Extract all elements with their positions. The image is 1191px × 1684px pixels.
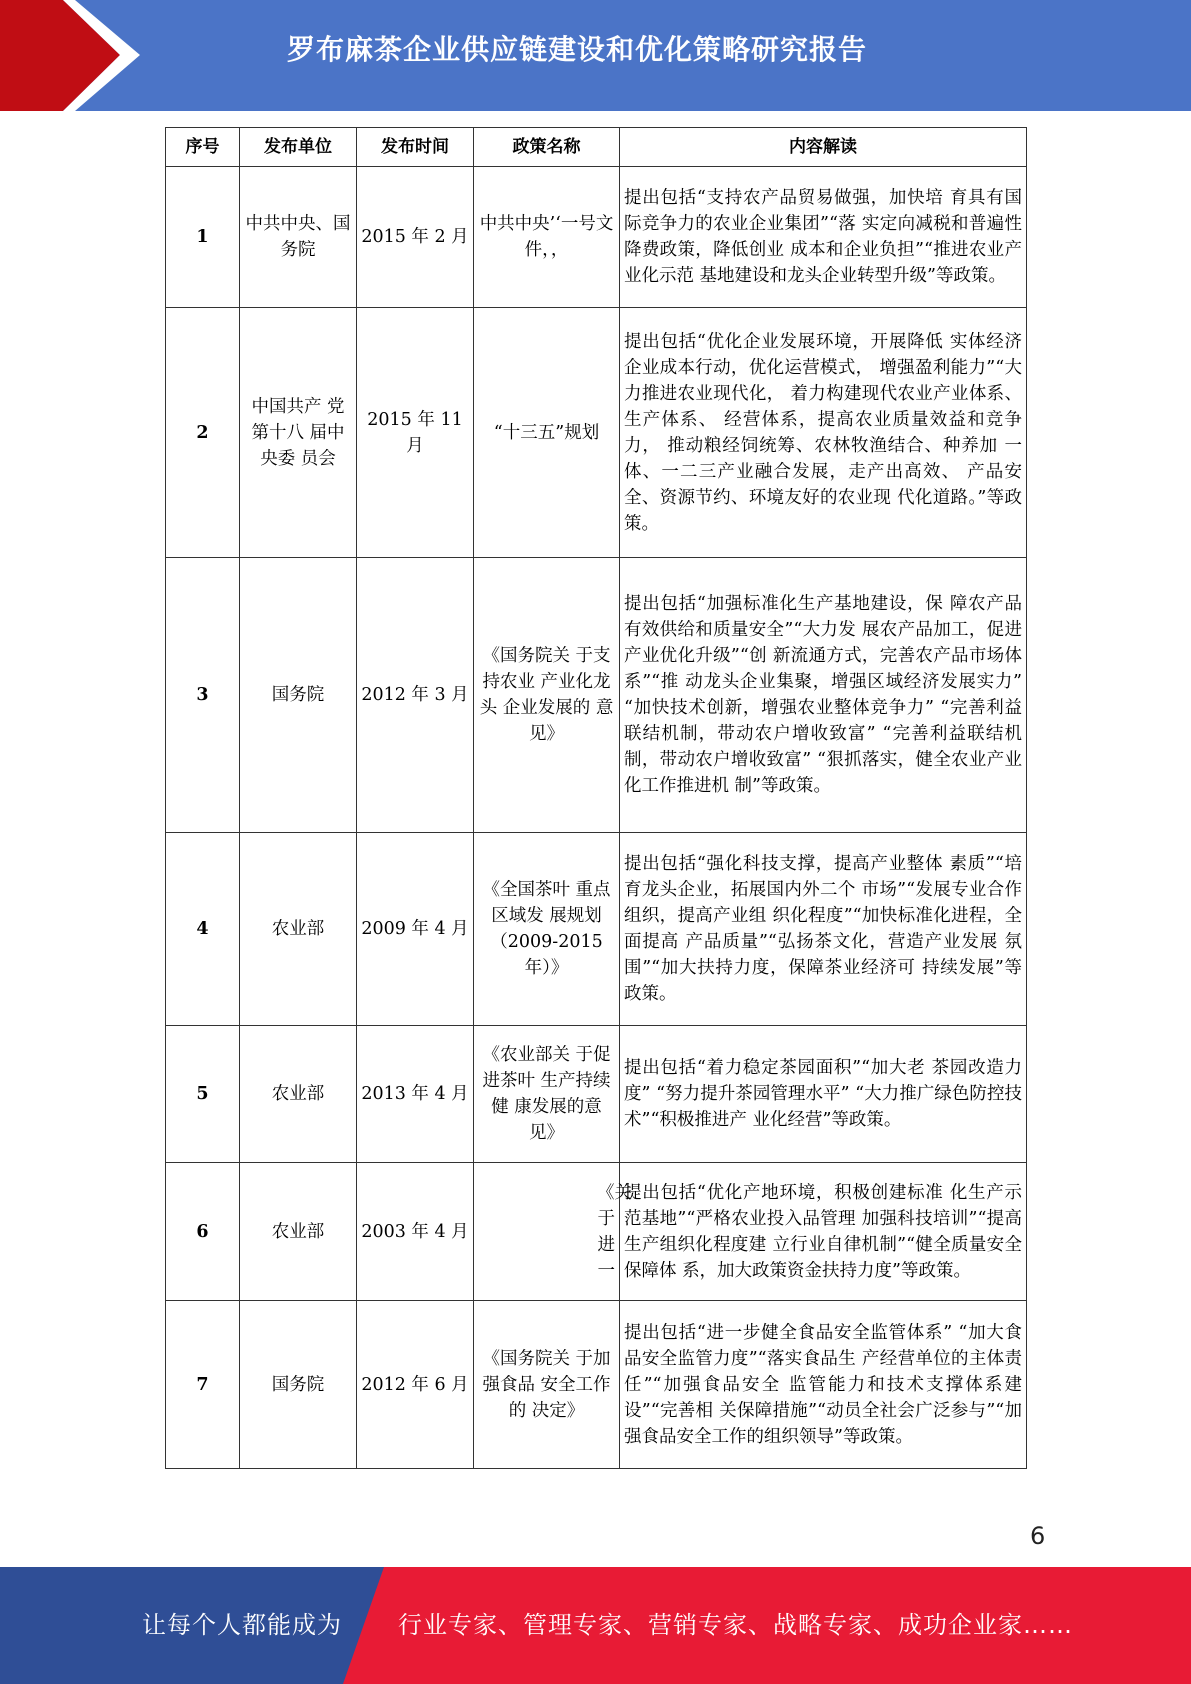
row-policy: 《全国茶叶 重点区域发 展规划（2009-2015年）》 <box>474 833 620 1026</box>
row-date: 2012 年 3 月 <box>357 558 474 833</box>
row-org: 农业部 <box>240 1026 357 1163</box>
row-org: 中国共产 党第十八 届中央委 员会 <box>240 308 357 558</box>
page-number: 6 <box>1030 1522 1046 1550</box>
row-org: 国务院 <box>240 558 357 833</box>
row-date: 2009 年 4 月 <box>357 833 474 1026</box>
column-header-number: 序号 <box>166 128 240 167</box>
row-org: 农业部 <box>240 833 357 1026</box>
table-row <box>166 1301 1027 1469</box>
table-row <box>166 833 1027 1026</box>
table-row <box>166 167 1027 308</box>
policy-table <box>165 127 1027 1469</box>
row-org: 中共中央、国务院 <box>240 167 357 308</box>
row-date: 2015 年 11 月 <box>357 308 474 558</box>
column-header-policy: 政策名称 <box>474 128 620 167</box>
table-row <box>166 1163 1027 1301</box>
row-policy: 《国务院关 于加强食品 安全工作的 决定》 <box>474 1301 620 1469</box>
row-policy-text: 《关于进一 <box>597 1182 632 1281</box>
row-policy: 中共中央’‘一号文件，， <box>474 167 620 308</box>
row-content: 提出包括“着力稳定茶园面积”“加大老 茶园改造力度” “努力提升茶园管理水平” “大力推广绿色防控技术”“积极推进产 业化经营”等政策。 <box>620 1026 1027 1163</box>
row-number: 6 <box>166 1163 240 1301</box>
column-header-date: 发布时间 <box>357 128 474 167</box>
row-number: 1 <box>166 167 240 308</box>
row-content: 提出包括“优化产地环境，积极创建标准 化生产示范基地”“严格农业投入品管理 加强科技培训”“提高生产组织化程度建 立行业自律机制”“健全质量安全保障体 系，加大政策资金扶持力度”等政策。 <box>620 1163 1027 1301</box>
page-header <box>0 0 1191 111</box>
row-number: 2 <box>166 308 240 558</box>
row-policy <box>474 1163 632 1301</box>
row-number: 7 <box>166 1301 240 1469</box>
row-policy: 《农业部关 于促进茶叶 生产持续健 康发展的意 见》 <box>474 1026 620 1163</box>
row-date: 2015 年 2 月 <box>357 167 474 308</box>
row-number: 5 <box>166 1026 240 1163</box>
row-policy: “十三五”规划 <box>474 308 620 558</box>
row-date: 2003 年 4 月 <box>357 1163 474 1301</box>
row-number: 4 <box>166 833 240 1026</box>
row-content: 提出包括“支持农产品贸易做强，加快培 育具有国际竞争力的农业企业集团”“落 实定向减税和普遍性降费政策，降低创业 成本和企业负担”“推进农业产业化示范 基地建设和龙头企业转型升级”等政策。 <box>620 167 1027 308</box>
row-date: 2013 年 4 月 <box>357 1026 474 1163</box>
row-content: 提出包括“进一步健全食品安全监管体系” “加大食品安全监管力度”“落实食品生 产经营单位的主体责任”“加强食品安全 监管能力和技术支撑体系建设”“完善相 关保障措施”“动员全社会广泛参与”“加 强食品安全工作的组织领导”等政策。 <box>620 1301 1027 1469</box>
table-row <box>166 308 1027 558</box>
row-content: 提出包括“优化企业发展环境，开展降低 实体经济企业成本行动，优化运营模式， 增强盈利能力”“大力推进农业现代化， 着力构建现代农业产业体系、生产体系、 经营体系，提高农业质量效益和竞争力， 推动粮经饲统筹、农林牧渔结合、种养加 一体、一二三产业融合发展，走产出高效、 产品安全、资源节约、环境友好的农业现 代化道路。”等政策。 <box>620 308 1027 558</box>
table-row <box>166 1026 1027 1163</box>
report-title: 罗布麻茶企业供应链建设和优化策略研究报告 <box>287 33 868 66</box>
footer-slogan-left: 让每个人都能成为 <box>142 1611 342 1639</box>
row-number: 3 <box>166 558 240 833</box>
footer-slogan-right: 行业专家、管理专家、营销专家、战略专家、成功企业家…… <box>398 1611 1073 1639</box>
row-policy: 《国务院关 于支持农业 产业化龙头 企业发展的 意见》 <box>474 558 620 833</box>
column-header-org: 发布单位 <box>240 128 357 167</box>
row-org: 农业部 <box>240 1163 357 1301</box>
row-org: 国务院 <box>240 1301 357 1469</box>
table-row <box>166 558 1027 833</box>
row-date: 2012 年 6 月 <box>357 1301 474 1469</box>
column-header-content: 内容解读 <box>620 128 1027 167</box>
row-content: 提出包括“强化科技支撑，提高产业整体 素质”“培育龙头企业，拓展国内外二个 市场”“发展专业合作组织，提高产业组 织化程度”“加快标准化进程，全面提高 产品质量”“弘扬茶文化，营造产业发展 氛围”“加大扶持力度，保障茶业经济可 持续发展”等政策。 <box>620 833 1027 1026</box>
table-header-row <box>166 128 1027 167</box>
header-chevron-decoration <box>0 0 150 111</box>
page-footer <box>0 1567 1191 1684</box>
row-content: 提出包括“加强标准化生产基地建设，保 障农产品有效供给和质量安全”“大力发 展农产品加工，促进产业优化升级”“创 新流通方式，完善农产品市场体系”“推 动龙头企业集聚，增强区域经济发展实力” “加快技术创新，增强农业整体竞争力” “完善利益联结机制，带动农户增收致富” “完善利益联结机制，带动农户增收致富” “狠抓落实，健全农业产业化工作推进机 制”等政策。 <box>620 558 1027 833</box>
